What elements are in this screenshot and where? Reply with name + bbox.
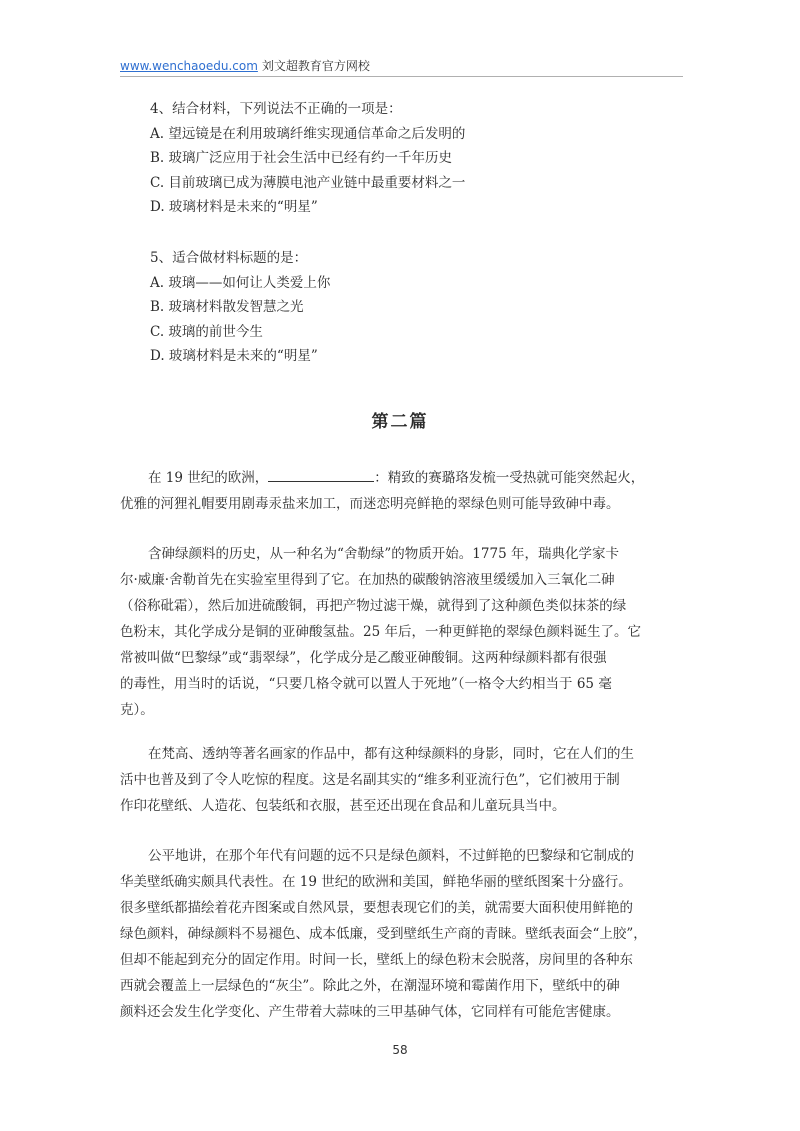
question-5-option-b: B. 玻璃材料散发智慧之光 [150, 299, 304, 315]
question-5-option-c: C. 玻璃的前世今生 [150, 323, 263, 340]
paragraph-line: 华美壁纸确实颇具代表性。在 19 世纪的欧洲和美国，鲜艳华丽的壁纸图案十分盛行。 [120, 874, 632, 890]
paragraph-line: 常被叫做“巴黎绿”或“翡翠绿”，化学成分是乙酸亚砷酸铜。这两种绿颜料都有很强 [120, 650, 607, 666]
question-4-stem: 4、结合材料，下列说法不正确的一项是： [150, 101, 402, 117]
paragraph-line: 公平地讲，在那个年代有问题的远不只是绿色颜料，不过鲜艳的巴黎绿和它制成的 [148, 848, 634, 864]
section-title: 第二篇 [371, 412, 429, 432]
question-5-option-d: D. 玻璃材料是未来的“明星” [150, 348, 318, 364]
paragraph-line: 含砷绿颜料的历史，从一种名为“舍勒绿”的物质开始。1775 年，瑞典化学家卡 [148, 546, 619, 562]
paragraph-line: 活中也普及到了令人吃惊的程度。这是名副其实的“维多利亚流行色”，它们被用于制 [120, 772, 620, 788]
question-5-option-a: A. 玻璃——如何让人类爱上你 [150, 274, 331, 291]
paragraph-line: 克）。 [120, 702, 154, 718]
question-5-stem: 5、适合做材料标题的是： [150, 250, 308, 266]
paragraph-line: 作印花壁纸、人造花、包装纸和衣服，甚至还出现在食品和儿童玩具当中。 [120, 798, 566, 814]
paragraph-line: （俗称砒霜），然后加进硫酸铜，再把产物过滤干燥，就得到了这种颜色类似抹茶的绿 [120, 598, 627, 614]
paragraph-1 [120, 465, 690, 517]
question-4-option-d: D. 玻璃材料是未来的“明星” [150, 199, 318, 215]
paragraph-2 [120, 541, 690, 723]
question-5 [150, 246, 330, 369]
paragraph-line: 颜料还会发生化学变化、产生带着大蒜味的三甲基砷气体，它同样有可能危害健康。 [120, 1004, 620, 1020]
question-4-option-a: A. 望远镜是在利用玻璃纤维实现通信革命之后发明的 [150, 125, 466, 142]
paragraph-line: 绿色颜料，砷绿颜料不易褪色、成本低廉，受到壁纸生产商的青睐。壁纸表面会“上胶”， [120, 926, 647, 942]
question-4-option-c: C. 目前玻璃已成为薄膜电池产业链中最重要材料之一 [150, 174, 466, 191]
paragraph-line: 很多壁纸都描绘着花卉图案或自然风景，要想表现它们的美，就需要大面积使用鲜艳的 [120, 900, 633, 916]
paragraph-line [120, 465, 690, 491]
paragraph-4 [120, 843, 690, 1025]
paragraph-3 [120, 741, 690, 819]
paragraph-line: 尔·威廉·舍勒首先在实验室里得到了它。在加热的碳酸钠溶液里缓缓加入三氧化二砷 [120, 572, 615, 588]
paragraph-line: 在梵高、透纳等著名画家的作品中，都有这种绿颜料的身影，同时，它在人们的生 [148, 746, 634, 762]
header-divider [120, 76, 683, 77]
paragraph-text: 在 19 世纪的欧洲， [148, 470, 269, 486]
question-4 [150, 97, 465, 220]
paragraph-line: 优雅的河狸礼帽要用剧毒汞盐来加工，而迷恋明亮鲜艳的翠绿色则可能导致砷中毒。 [120, 496, 620, 512]
paragraph-line: 西就会覆盖上一层绿色的“灰尘”。除此之外，在潮湿环境和霉菌作用下，壁纸中的砷 [120, 978, 620, 994]
question-4-option-b: B. 玻璃广泛应用于社会生活中已经有约一千年历史 [150, 150, 453, 166]
header-url-link[interactable]: www.wenchaoedu.com [120, 59, 258, 73]
paragraph-line: 的毒性，用当时的话说，“只要几格令就可以置人于死地”（一格令大约相当于 65 毫 [120, 676, 612, 692]
paragraph-line: 但却不能起到充分的固定作用。时间一长，壁纸上的绿色粉末会脱落，房间里的各种东 [120, 952, 633, 968]
fill-in-blank [268, 467, 374, 482]
header-site-name: 刘文超教育官方网校 [261, 59, 370, 73]
page-number: 58 [392, 1043, 408, 1057]
paragraph-line: 色粉末，其化学成分是铜的亚砷酸氢盐。25 年后，一种更鲜艳的翠绿色颜料诞生了。它 [120, 624, 641, 640]
page-header [120, 57, 370, 74]
paragraph-text: ：精致的赛璐珞发梳一受热就可能突然起火， [374, 470, 645, 486]
